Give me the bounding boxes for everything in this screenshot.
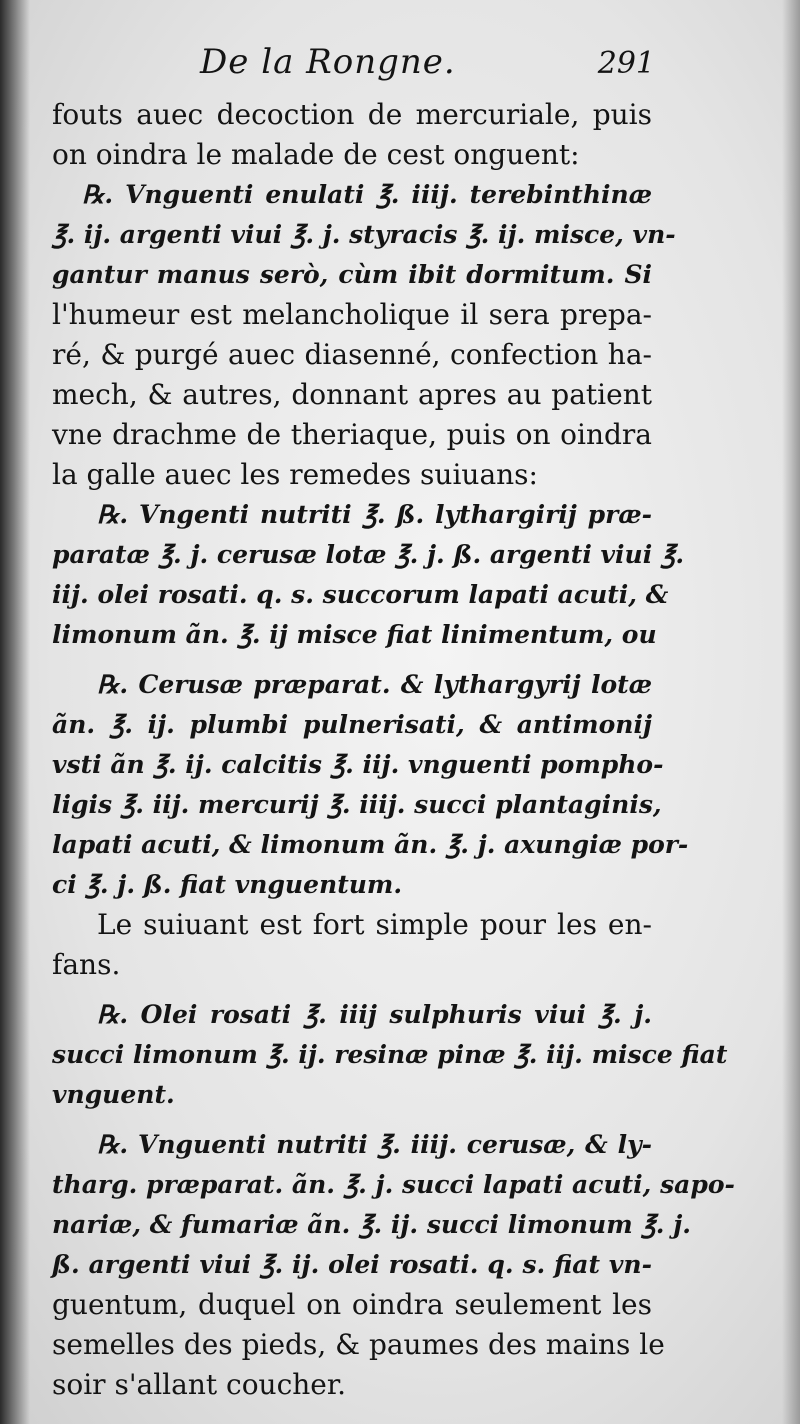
recipe-line: vsti ãn ℥. ij. calcitis ℥. iij. vnguenti pompho- (52, 750, 664, 779)
text-line: on oindra le malade de cest onguent: (52, 138, 580, 171)
page-number: 291 (597, 46, 655, 81)
text-line: Le suiuant est fort simple pour les en- (97, 908, 652, 941)
text-line: la galle auec les remedes suiuans: (52, 458, 538, 491)
text-line: guentum, duquel on oindra seulement les (52, 1288, 652, 1321)
text-line: mech, & autres, donnant apres au patient (52, 378, 652, 411)
recipe-line: limonum ãn. ℥. ij misce fiat linimentum, ou (52, 620, 657, 649)
binding-shadow (0, 0, 30, 1424)
recipe-line: lapati acuti, & limonum ãn. ℥. j. axungiæ por- (52, 830, 689, 859)
recipe-line: ℞. Cerusæ præparat. & lythargyrij lotæ (97, 670, 652, 699)
text-block (52, 95, 735, 1405)
recipe-line: vnguent. (52, 1080, 175, 1109)
recipe-line: gantur manus serò, cùm ibit dormitum. Si (52, 260, 652, 289)
page-edge-shadow (782, 0, 800, 1424)
recipe-line: ℞. Vngenti nutriti ℥. ß. lythargirij præ- (97, 500, 652, 529)
recipe-line: ℥. ij. argenti viui ℥. j. styracis ℥. ij. misce, vn- (52, 220, 676, 249)
running-title: De la Rongne. (200, 42, 456, 82)
recipe-line: iij. olei rosati. q. s. succorum lapati acuti, & (52, 580, 669, 609)
recipe-line: ℞. Vnguenti enulati ℥. iiij. terebinthinæ (82, 180, 652, 209)
recipe-line: succi limonum ℥. ij. resinæ pinæ ℥. iij. misce fiat (52, 1040, 728, 1069)
text-line: soir s'allant coucher. (52, 1368, 347, 1401)
recipe-line: tharg. præparat. ãn. ℥. j. succi lapati acuti, sapo- (52, 1170, 735, 1199)
text-line: l'humeur est melancholique il sera prepa- (52, 298, 652, 331)
recipe-line: ℞. Olei rosati ℥. iiij sulphuris viui ℥. j. (97, 1000, 652, 1029)
recipe-line: ß. argenti viui ℥. ij. olei rosati. q. s. fiat vn- (52, 1250, 652, 1279)
recipe-line: ℞. Vnguenti nutriti ℥. iiij. cerusæ, & ly- (97, 1130, 652, 1159)
recipe-line: nariæ, & fumariæ ãn. ℥. ij. succi limonum ℥. j. (52, 1210, 691, 1239)
recipe-line: ci ℥. j. ß. fiat vnguentum. (52, 870, 403, 899)
text-line: fans. (52, 948, 121, 981)
recipe-line: ligis ℥. iij. mercurij ℥. iiij. succi plantaginis, (52, 790, 662, 819)
recipe-line: paratæ ℥. j. cerusæ lotæ ℥. j. ß. argenti viui ℥. (52, 540, 685, 569)
recipe-line: ãn. ℥. ij. plumbi pulnerisati, & antimonij (52, 710, 652, 739)
text-line: ré, & purgé auec diasenné, confection ha- (52, 338, 652, 371)
text-line: fouts auec decoction de mercuriale, puis (52, 98, 652, 131)
page-header (200, 42, 655, 92)
text-line: semelles des pieds, & paumes des mains le (52, 1328, 665, 1361)
text-line: vne drachme de theriaque, puis on oindra (52, 418, 652, 451)
